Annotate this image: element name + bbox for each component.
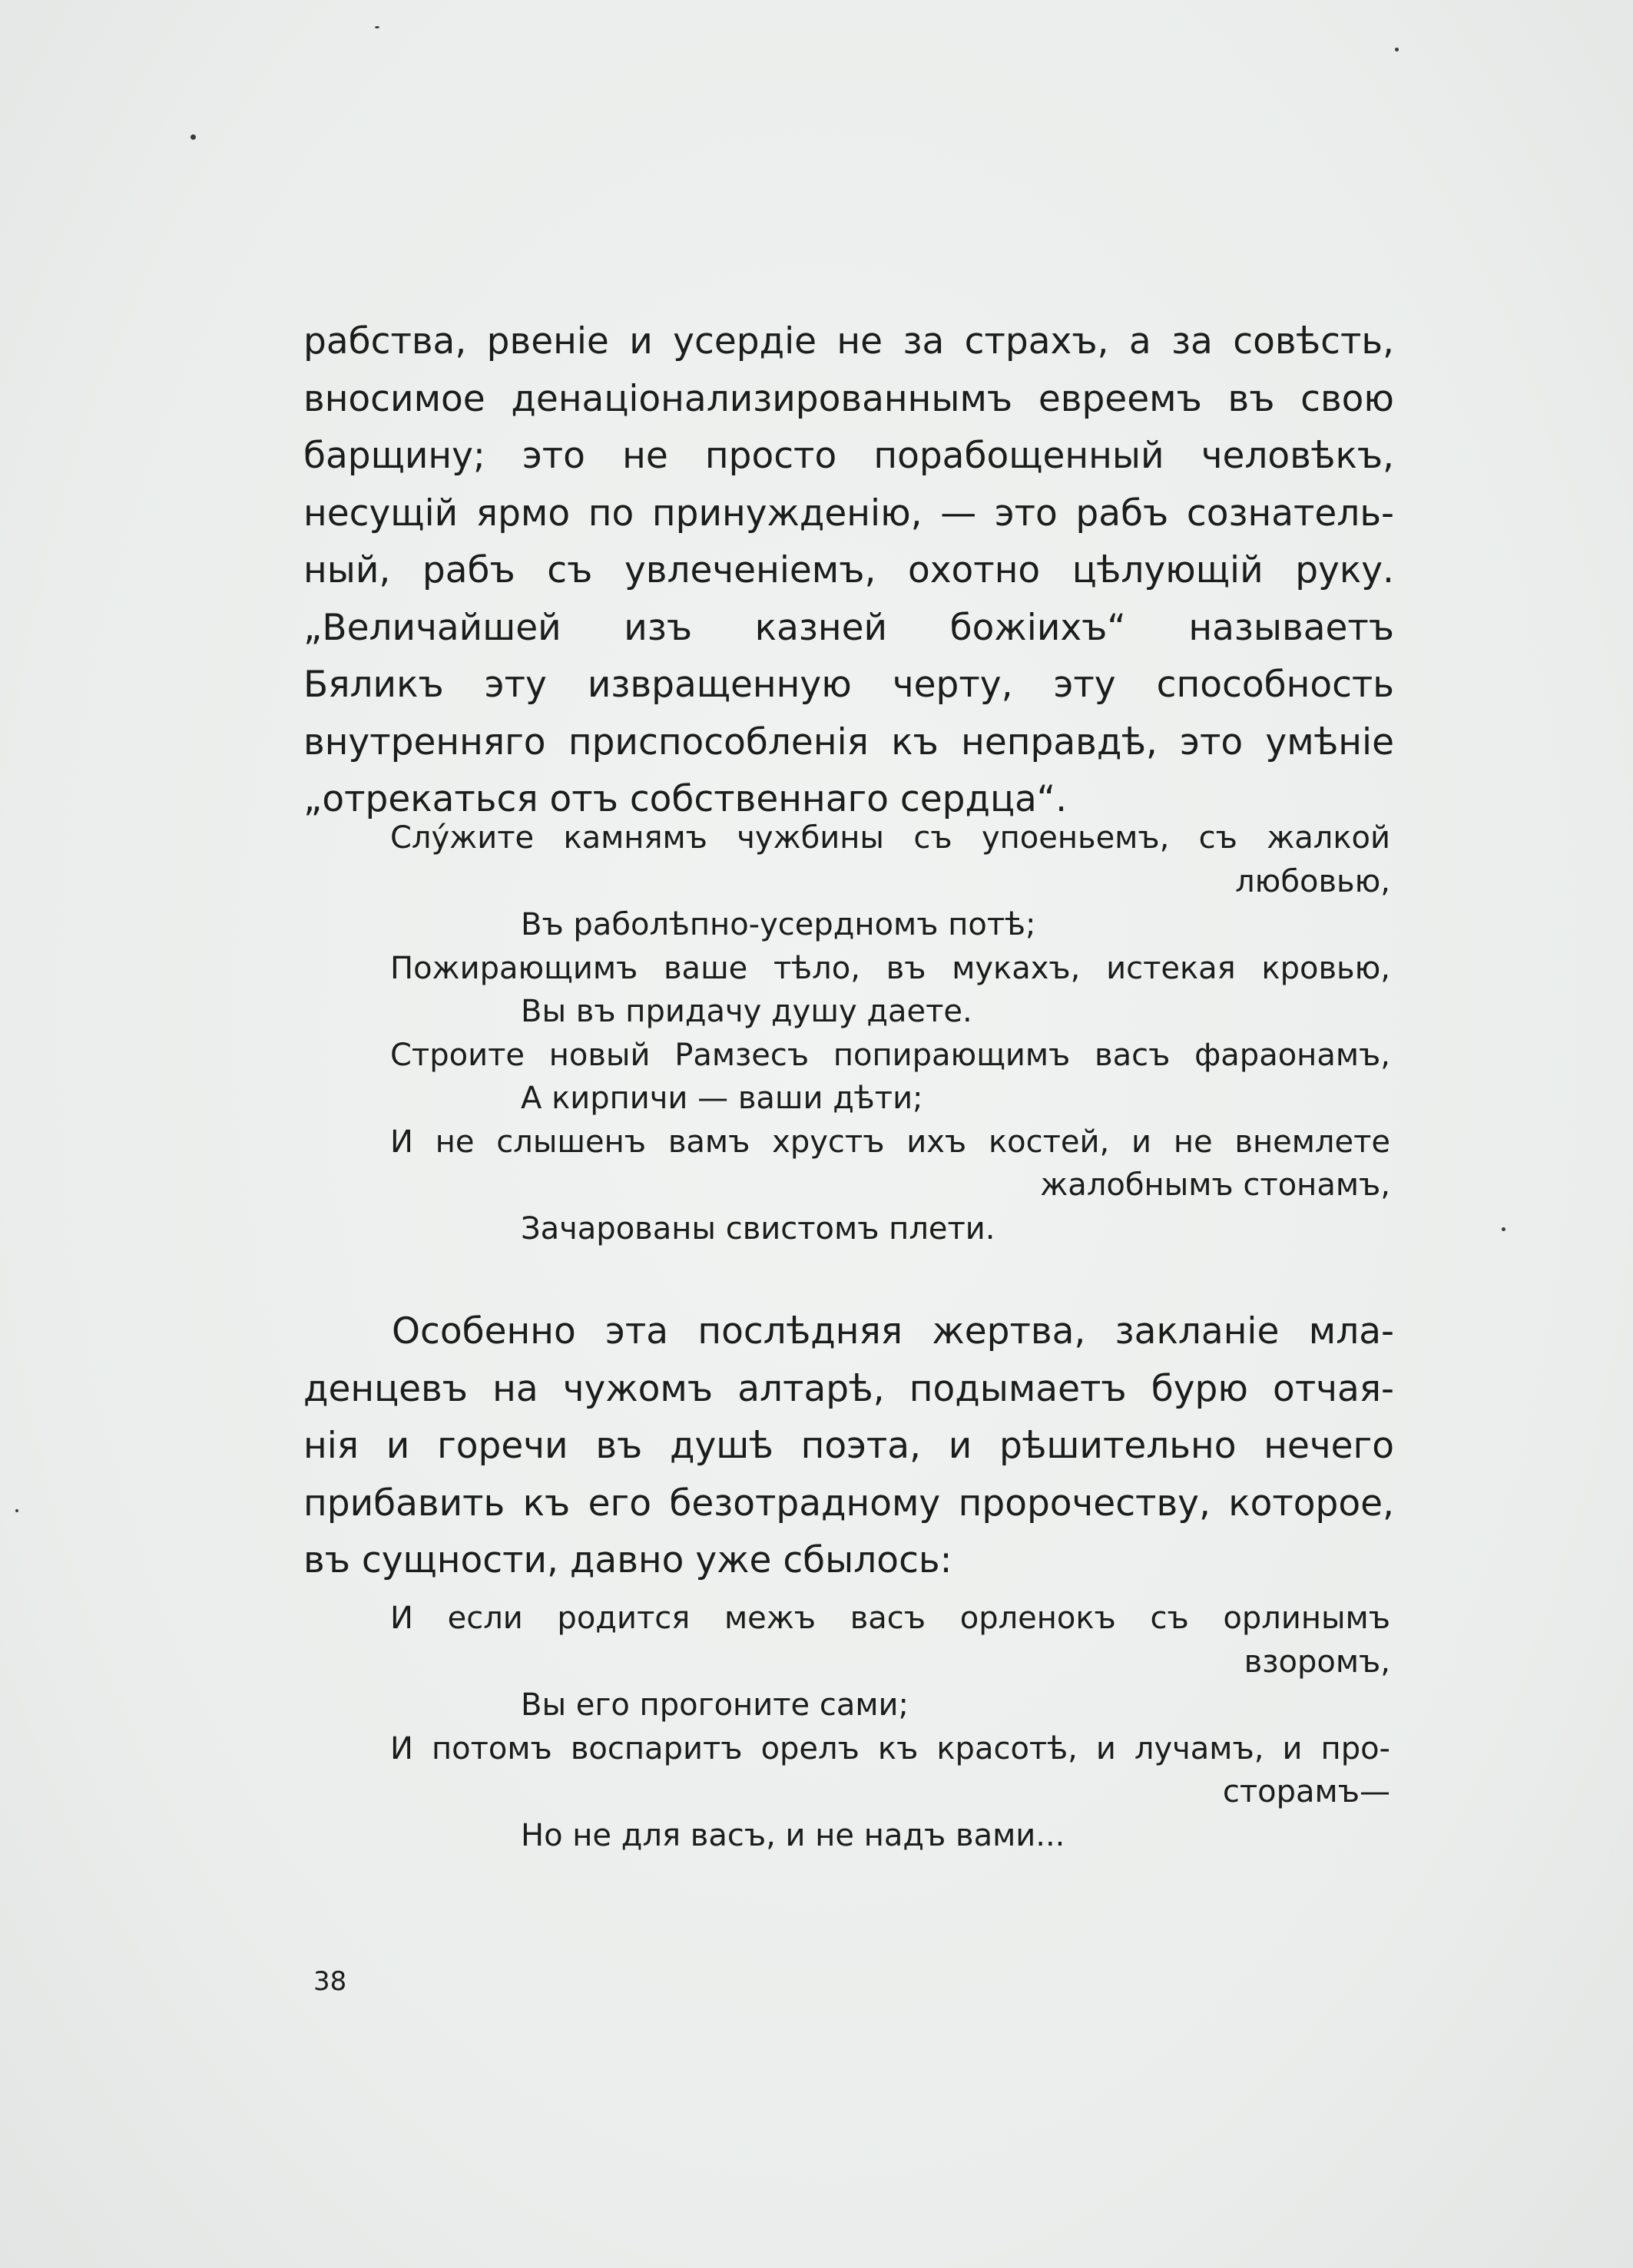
text-line: внутренняго приспособленія къ неправдѣ, это умѣніе [303,720,1394,763]
poem-quote-1 [390,816,1390,1250]
text-line: вносимое денаціонализированнымъ евреемъ въ свою [303,377,1394,420]
verse-line: Вы въ придачу душу даете. [521,994,972,1029]
verse-line: И не слышенъ вамъ хрустъ ихъ костей, и не внемлете [390,1124,1390,1160]
verse-line: взоромъ, [1244,1644,1390,1680]
poem-quote-2 [390,1597,1390,1857]
text-line: нія и горечи въ душѣ поэта, и рѣшительно нечего [303,1425,1394,1467]
verse-line: Зачарованы свистомъ плети. [521,1210,995,1247]
verse-line: И потомъ воспаритъ орелъ къ красотѣ, и лучамъ, и про- [390,1730,1390,1766]
verse-line: Но не для васъ, и не надъ вами... [521,1817,1065,1853]
scan-speck [190,134,196,140]
paragraph-2 [303,1303,1394,1590]
text-line: рабства, рвеніе и усердіе не за страхъ, а за совѣсть, [303,320,1394,363]
verse-line: Слу́жите камнямъ чужбины съ упоеньемъ, съ жалкой [390,820,1390,856]
verse-line: Пожирающимъ ваше тѣло, въ мукахъ, истекая кровью, [390,950,1390,986]
verse-line: Въ раболѣпно-усердномъ потѣ; [521,907,1036,942]
text-line: несущій ярмо по принужденію, — это рабъ сознатель- [303,492,1394,535]
text-line: въ сущности, давно уже сбылось: [303,1539,952,1581]
verse-line: А кирпичи — ваши дѣти; [521,1081,923,1116]
text-line: прибавить къ его безотрадному пророчеству, которое, [303,1482,1394,1525]
paragraph-1 [303,313,1394,829]
verse-line: сторамъ— [1222,1774,1390,1809]
scan-speck [1502,1227,1505,1231]
text-line: Особенно эта послѣдняя жертва, закланіе мла- [392,1310,1394,1353]
text-line: „отрекаться отъ собственнаго сердца“. [303,778,1068,820]
text-line: барщину; это не просто порабощенный человѣкъ, [303,435,1394,477]
verse-line: любовью, [1235,863,1390,899]
scan-speck [1395,48,1399,51]
verse-line: Строите новый Рамзесъ попирающимъ васъ фараонамъ, [390,1037,1390,1073]
scan-speck [15,1509,18,1512]
text-line: Бяликъ эту извращенную черту, эту способность [303,664,1394,706]
verse-line: Вы его прогоните сами; [521,1687,909,1723]
scan-speck [375,26,379,28]
text-line: ный, рабъ съ увлеченіемъ, охотно цѣлующій руку. [303,549,1394,591]
text-line: денцевъ на чужомъ алтарѣ, подымаетъ бурю отчая- [303,1367,1394,1410]
verse-line: жалобнымъ стонамъ, [1040,1167,1390,1203]
text-line: „Величайшей изъ казней божіихъ“ называетъ [303,606,1394,649]
page-number: 38 [313,1966,347,1997]
verse-line: И если родится межъ васъ орленокъ съ орлинымъ [390,1601,1390,1636]
